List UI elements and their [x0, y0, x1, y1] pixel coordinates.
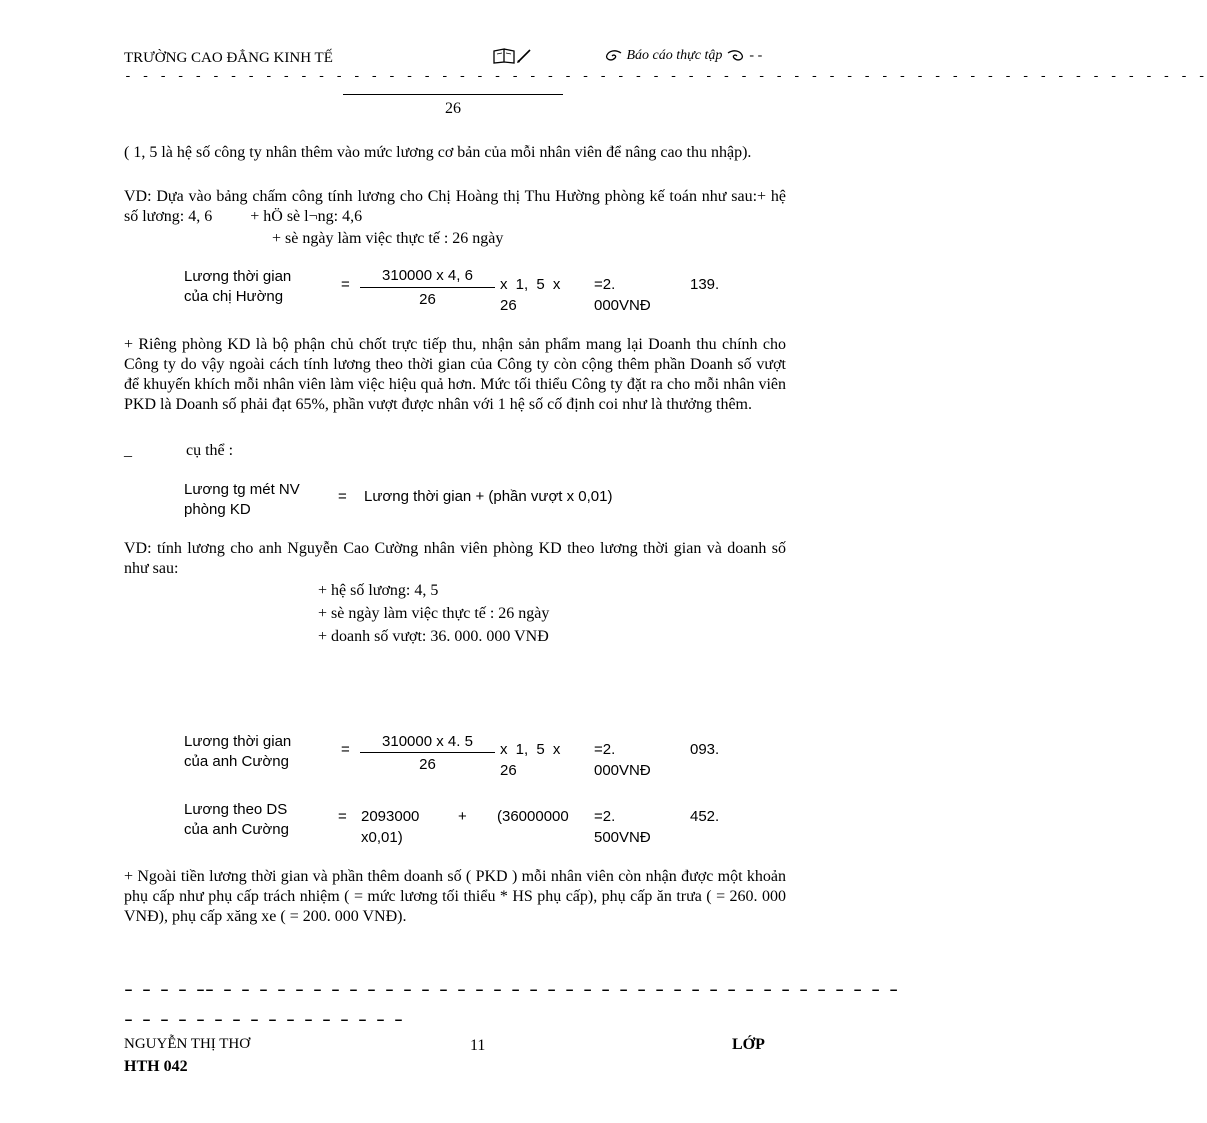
paragraph-example-1: [124, 187, 786, 227]
formula-3-result-2: 000VNĐ: [594, 762, 651, 779]
formula-2-expression: Lương thời gian + (phần vượt x 0,01): [364, 488, 613, 505]
formula-1-multiplier-2: 26: [500, 297, 517, 314]
formula-1-fraction-bar: [360, 287, 495, 288]
formula-2-label-line-2: phòng KD: [184, 501, 251, 518]
formula-3-denominator: 26: [419, 756, 436, 773]
example-1-days: + sè ngày làm việc thực tế : 26 ngày: [272, 230, 504, 247]
formula-4-label-line-1: Lương theo DS: [184, 801, 288, 818]
footer-author: NGUYỄN THỊ THƠ: [124, 1036, 251, 1052]
formula-1-label-line-2: của chị Hường: [184, 288, 284, 305]
example-1-text: VD: Dựa vào bảng chấm công tính lương cho Chị Hoàng thị Thu Hường phòng kế toán như sau:+ hệ số lương: 4, 6: [124, 188, 786, 225]
report-title: Báo cáo thực tập: [626, 48, 723, 63]
formula-1-equals: =: [341, 276, 350, 293]
formula-4-equals: =: [338, 808, 347, 825]
formula-4-result-3: 452.: [690, 808, 720, 825]
formula-2-label-line-1: Lương tg mét NV: [184, 481, 300, 498]
formula-1-numerator: 310000 x 4, 6: [382, 267, 473, 284]
example-2-revenue: + doanh số vượt: 36. 000. 000 VNĐ: [318, 628, 549, 645]
specifically-label: cụ thể :: [186, 442, 234, 459]
footer-class-label: LỚP: [732, 1036, 765, 1053]
paragraph-kd-department: + Riêng phòng KD là bộ phận chủ chốt trực tiếp thu, nhận sản phẩm mang lại Doanh thu chính cho Công ty do vậy ngoài cách tính lương theo thời gian của Công ty còn cộng thêm phần Doanh số vượt để khuyến khích mỗi nhân viên làm việc hiệu quả hơn. Mức tối thiểu Công ty đặt ra cho mỗi nhân viên PKD là Doanh số phải đạt 65%, phần vượt được nhân với 1 hệ số cố định coi như là thưởng thêm.: [124, 336, 786, 413]
formula-4-result-1: =2.: [594, 808, 616, 825]
page-number-top: 26: [445, 100, 461, 117]
formula-4-label-line-2: của anh Cường: [184, 821, 289, 838]
formula-1-label-line-1: Lương thời gian: [184, 268, 292, 285]
right-ornament-icon: [726, 49, 746, 63]
formula-4-result-2: 500VNĐ: [594, 829, 651, 846]
formula-4-plus: +: [458, 808, 467, 825]
formula-1-denominator: 26: [419, 291, 436, 308]
formula-4-term-b: (36000000: [497, 808, 569, 825]
footer-dashed-rule-1: – – – – –– – – – – – – – – – – – – – – – – – – – – – – – – – – – – – – – – – – – – – –: [124, 982, 899, 999]
header-dashed-rule: - - - - - - - - - - - - - - - - - - - - - - - - - - - - - - - - - - - - - - - - - - - - - - - - - - - - - - - - - - - - - -: [124, 69, 1207, 84]
formula-3-label-line-1: Lương thời gian: [184, 733, 292, 750]
formula-3-label-line-2: của anh Cường: [184, 753, 289, 770]
formula-3-multiplier: x 1, 5 x: [500, 741, 561, 758]
formula-4-label: [184, 800, 289, 840]
formula-3-fraction-bar: [360, 752, 495, 753]
report-header: [603, 48, 762, 64]
formula-3-result-3: 093.: [690, 741, 720, 758]
formula-1-label: [184, 267, 291, 307]
header-school: TRƯỜNG CAO ĐẲNG KINH TẾ: [124, 50, 333, 66]
example-2-days: + sè ngày làm việc thực tế : 26 ngày: [318, 605, 550, 622]
paragraph-example-2: VD: tính lương cho anh Nguyễn Cao Cường nhân viên phòng KD theo lương thời gian và doanh số như sau:: [124, 540, 786, 577]
formula-3-result-1: =2.: [594, 741, 616, 758]
example-2-coef: + hệ số lương: 4, 5: [318, 582, 439, 599]
formula-1-result-1: =2.: [594, 276, 616, 293]
footer-class-code: HTH 042: [124, 1058, 188, 1075]
footer-dashed-rule-2: – – – – – – – – – – – – – – – –: [124, 1012, 404, 1029]
formula-2-label: [184, 480, 300, 520]
formula-4-term-a-2: x0,01): [361, 829, 403, 846]
footer-page-number: 11: [470, 1037, 486, 1054]
formula-1-result-2: 000VNĐ: [594, 297, 651, 314]
formula-3-equals: =: [341, 741, 350, 758]
left-ornament-icon: [603, 49, 623, 63]
paragraph-allowances: + Ngoài tiền lương thời gian và phần thêm doanh số ( PKD ) mỗi nhân viên còn nhận được một khoản phụ cấp như phụ cấp trách nhiệm ( = mức lương tối thiểu * HS phụ cấp), phụ cấp ăn trưa ( = 260. 000 VNĐ), phụ cấp xăng xe ( = 200. 000 VNĐ).: [124, 868, 786, 925]
book-pen-icon: [492, 47, 532, 65]
formula-1-result-3: 139.: [690, 276, 720, 293]
bullet-dash: _: [124, 442, 132, 459]
formula-1-multiplier: x 1, 5 x: [500, 276, 561, 293]
formula-3-multiplier-2: 26: [500, 762, 517, 779]
example-1-coef-garbled: + hÖ sè l¬ng: 4,6: [250, 208, 363, 225]
formula-3-numerator: 310000 x 4. 5: [382, 733, 473, 750]
header-underline: [343, 94, 563, 95]
formula-2-equals: =: [338, 488, 347, 505]
formula-4-term-a-1: 2093000: [361, 808, 420, 825]
paragraph-coefficient: ( 1, 5 là hệ số công ty nhân thêm vào mức lương cơ bản của mỗi nhân viên để nâng cao thu nhập).: [124, 144, 752, 161]
report-dashes: - -: [749, 48, 763, 63]
formula-3-label: [184, 732, 291, 772]
